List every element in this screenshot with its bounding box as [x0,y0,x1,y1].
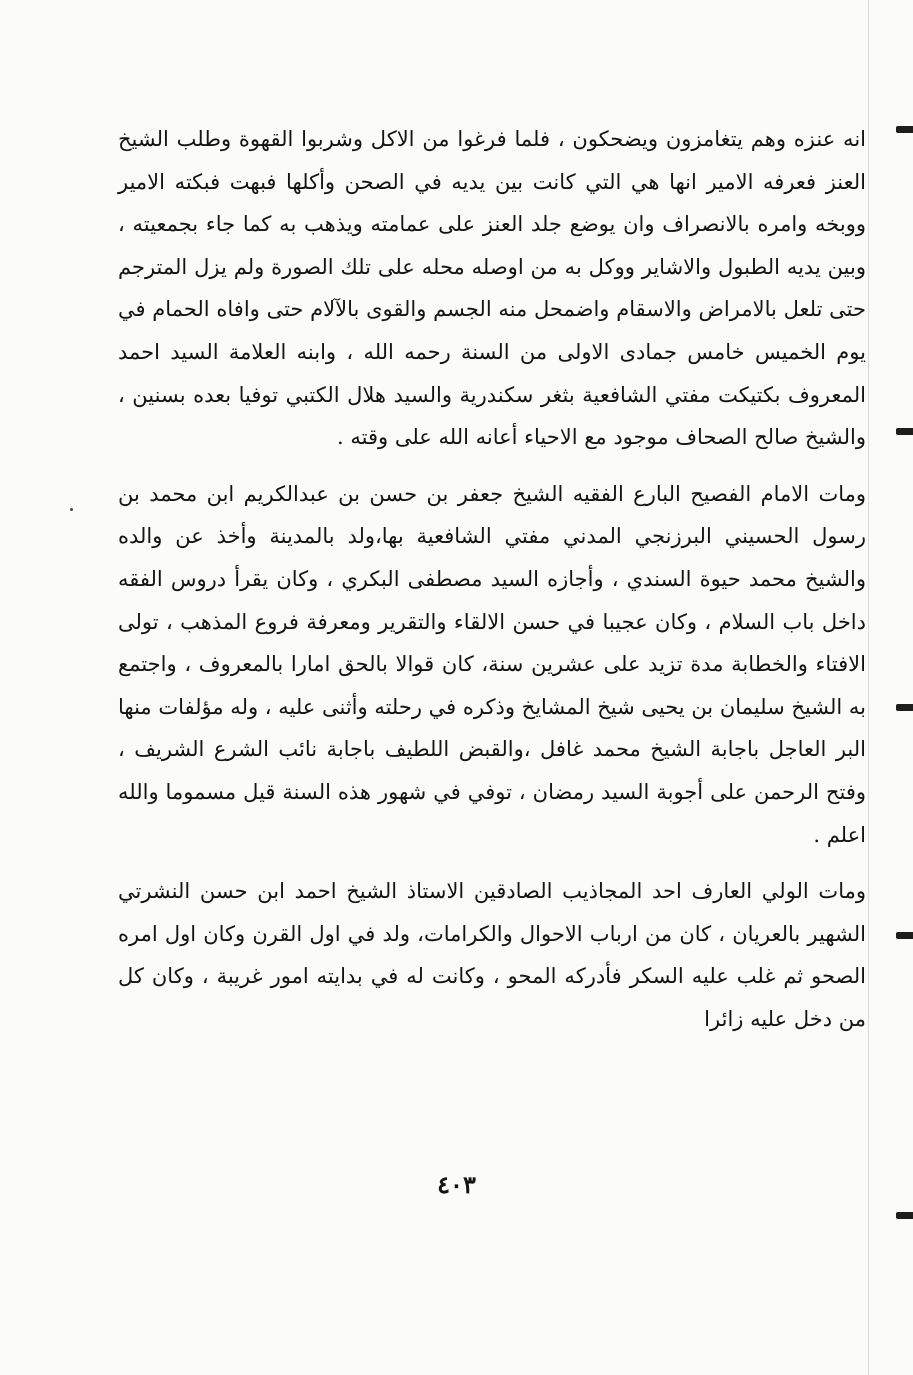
page-number: ٤٠٣ [437,1170,476,1199]
paragraph-3: ومات الولي العارف احد المجاذيب الصادقين الاستاذ الشيخ احمد ابن حسن النشرتي الشهير بالعريان ، كان من ارباب الاحوال والكرامات، ولد في اول القرن وكان اول امره الصحو ثم غلب عليه السكر فأدركه المحو ، وكانت له في بدايته امور غريبة ، وكان كل من دخل عليه زائرا [118,879,866,1031]
paragraph-1: انه عنزه وهم يتغامزون ويضحكون ، فلما فرغوا من الاكل وشربوا القهوة وطلب الشيخ العنز فعرفه الامير انها هي التي كانت بين يديه في الصحن وأكلها فبهت فبكته الامير ووبخه وامره بالانصراف وان يوضع جلد العنز على عمامته ويذهب به كما جاء بجمعيته ، وبين يديه الطبول والاشاير ووكل به من اوصله محله على تلك الصورة ولم يزل المترجم حتى تلعل بالامراض والاسقام واضمحل منه الجسم والقوى بالآلام حتى وافاه الحمام في يوم الخميس خامس جمادى الاولى من السنة رحمه الله ، وابنه العلامة السيد احمد المعروف بكتيكت مفتي الشافعية بثغر سكندرية والسيد هلال الكتبي توفيا بعده بسنين ، والشيخ صالح الصحاف موجود مع الاحياء أعانه الله على وقته . [118,127,866,450]
edge-tab-mark [896,1212,913,1219]
body-text [118,118,866,1040]
edge-tab-mark [896,428,913,435]
stray-ink-dot [70,508,73,511]
binding-line [868,0,869,1375]
edge-tab-mark [896,704,913,711]
edge-tab-mark [896,932,913,939]
edge-tab-mark [896,126,913,133]
paragraph-2: ومات الامام الفصيح البارع الفقيه الشيخ جعفر بن حسن بن عبدالكريم ابن محمد بن رسول الحسيني البرزنجي المدني مفتي الشافعية بها،ولد بالمدينة وأخذ عن والده والشيخ محمد حيوة السندي ، وأجازه السيد مصطفى البكري ، وكان يقرأ دروس الفقه داخل باب السلام ، وكان عجيبا في حسن الالقاء والتقرير ومعرفة فروع المذهب ، تولى الافتاء والخطابة مدة تزيد على عشرين سنة، كان قوالا بالحق امارا بالمعروف ، واجتمع به الشيخ سليمان بن يحيى شيخ المشايخ وذكره في رحلته وأثنى عليه ، وله مؤلفات منها البر العاجل باجابة الشيخ محمد غافل ،والقبض اللطيف باجابة نائب الشرع الشريف ، وفتح الرحمن على أجوبة السيد رمضان ، توفي في شهور هذه السنة قيل مسموما والله اعلم . [118,481,866,847]
